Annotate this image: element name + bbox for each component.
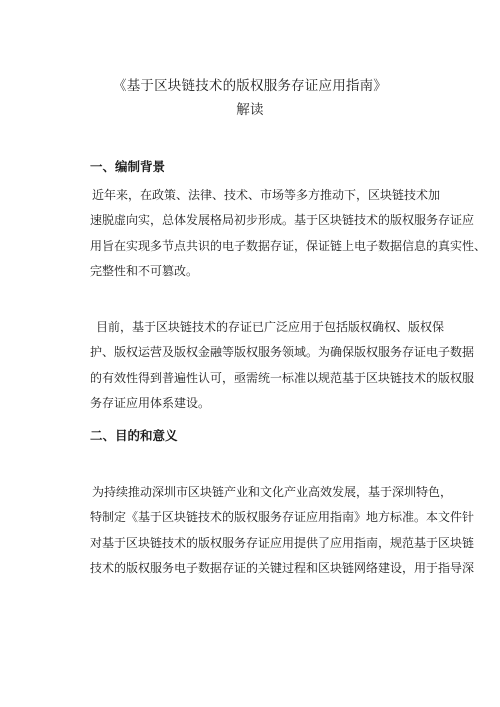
- paragraph-line: 特制定《基于区块链技术的版权服务存证应用指南》地方标准。本文件针: [90, 510, 475, 525]
- paragraph-line: 完整性和不可篡改。: [90, 263, 199, 278]
- paragraph-line: 务存证应用体系建设。: [90, 395, 211, 410]
- title-line-main: 《基于区块链技术的版权服务存证应用指南》: [113, 78, 387, 94]
- paragraph-line: 速脱虚向实，总体发展格局初步形成。基于区块链技术的版权服务存证应: [90, 213, 475, 228]
- section-heading-background: 一、编制背景: [90, 159, 166, 174]
- section-background-paragraph-2: [90, 315, 475, 416]
- paragraph-line: 目前，基于区块链技术的存证已广泛应用于包括版权确权、版权保: [96, 320, 445, 334]
- section-background-paragraph-1: [90, 183, 487, 284]
- paragraph-line: 对基于区块链技术的版权服务存证应用提供了应用指南，规范基于区块链: [90, 535, 475, 550]
- section-heading-purpose: 二、目的和意义: [90, 428, 178, 443]
- section-purpose-paragraph-1: [90, 480, 475, 581]
- paragraph-line: 护、版权运营及版权金融等版权服务领域。为确保版权服务存证电子数据: [90, 345, 475, 360]
- title-line-sub: 解读: [236, 102, 264, 118]
- paragraph-line: 用旨在实现多节点共识的电子数据存证，保证链上电子数据信息的真实性、: [90, 238, 487, 253]
- paragraph-line: 为持续推动深圳市区块链产业和文化产业高效发展，基于深圳特色，: [92, 485, 453, 499]
- document-title: [0, 74, 500, 122]
- paragraph-line: 的有效性得到普遍性认可，亟需统一标准以规范基于区块链技术的版权服: [90, 370, 475, 385]
- paragraph-line: 技术的版权服务电子数据存证的关键过程和区块链网络建设，用于指导深: [90, 560, 475, 575]
- paragraph-line: 近年来，在政策、法律、技术、市场等多方推动下，区块链技术加: [92, 188, 441, 202]
